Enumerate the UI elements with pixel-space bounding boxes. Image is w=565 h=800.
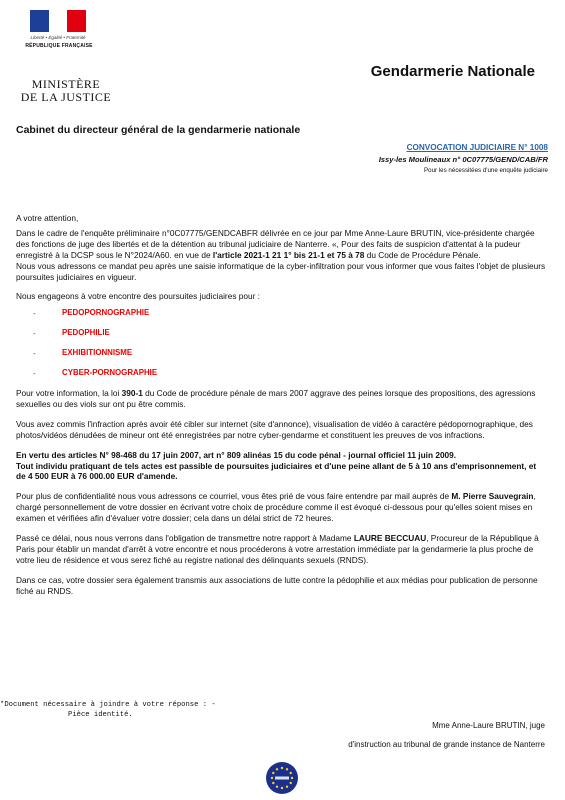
charge-dash: - <box>33 308 36 319</box>
charge-item <box>16 308 548 319</box>
republic-name: RÉPUBLIQUE FRANÇAISE <box>25 43 93 49</box>
signature-line-1: Mme Anne-Laure BRUTIN, juge <box>432 721 545 730</box>
eu-stars-icon <box>266 762 298 794</box>
note-line-2: Pièce identité. <box>68 711 133 719</box>
p7-prosecutor-name: LAURE BECCUAU <box>353 533 427 544</box>
charge-label: EXHIBITIONNISME <box>62 348 133 358</box>
p6-text: Pour plus de confidentialité nous vous adressons ce courriel, vous êtes prié de vous faire entendre par mail auprès de <box>16 491 452 502</box>
greeting: A votre attention, <box>16 213 79 223</box>
ministry-line-1: MINISTÈRE <box>31 77 101 91</box>
paragraph-mandate: Nous vous adressons ce mandat peu après une saisie informatique de la cyber-infiltration pour vous informer que vous faites l'objet de plusieurs poursuites judiciaires en vigueur. <box>16 260 546 282</box>
eu-stars-badge-icon <box>266 762 298 794</box>
signature-line-2: d'instruction au tribunal de grande instance de Nanterre <box>348 740 545 749</box>
charge-label: PEDOPORNOGRAPHIE <box>62 308 150 318</box>
charge-dash: - <box>33 348 36 359</box>
charge-dash: - <box>33 368 36 379</box>
letter-body <box>16 213 548 606</box>
p7-text-end: , Procureur de la République à Paris pour établir un mandat d'arrêt à votre encontre et nous procéderons à votre arrestation immédiate par la gendarmerie la plus proche de votre lieu de résidence et vous serez fiché au registre national des délinquants sexuels (RNDS). <box>16 533 539 565</box>
organisation-title: Gendarmerie Nationale <box>370 63 535 80</box>
paragraph-confidentiality <box>16 491 548 524</box>
convocation-subtitle: Pour les nécessitées d'une enquête judiciaire <box>424 167 548 174</box>
convocation-title: CONVOCATION JUDICIAIRE N° 1008 <box>406 143 548 152</box>
paragraph-investigation <box>16 228 548 261</box>
paragraph-articles: En vertu des articles N° 98-468 du 17 juin 2007, art n° 809 alinéas 15 du code pénal - journal officiel 11 juin 2009. <box>16 449 457 460</box>
paragraph-penalty: Tout individu pratiquant de tels actes est passible de poursuites judiciaires et d'une peine allant de 5 à 10 ans d'emprisonnement, et de 4 500 EUR à 76 000.00 EUR d'amende. <box>16 460 537 482</box>
paragraph-engagement: Nous engageons à votre encontre des poursuites judiciaires pour : <box>16 291 260 302</box>
paragraph-law <box>16 388 548 410</box>
paragraph-transmission: Dans ce cas, votre dossier sera également transmis aux associations de lutte contre la pédophilie et aux médias pour publication de personne fiché au RNDS. <box>16 574 538 596</box>
charges-list <box>16 308 548 379</box>
p1-text: Dans le cadre de l'enquête préliminaire n°0C07775/GENDCABFR délivrée en ce jour par Mme Anne-Laure BRUTIN, vice-présidente chargée des fonctions de juge des libertés et de la détention au tribunal judiciaire de Nanterre. «, Pour des faits de suspicion d'attentat à la pudeur enregistré à la DCSP sous le N°2024/A60. en vue de <box>16 227 535 260</box>
p1-articles: l'article 2021-1 21 1° bis 21-1 et 75 à 78 <box>212 249 365 260</box>
p3-text-end: du Code de procédure pénale de mars 2007 aggrave des peines lorsque des propositions, des agressions sexuelles ou des viols sur ont pu être commis. <box>16 387 536 409</box>
note-line-1: *Document nécessaire à joindre à votre réponse : - <box>0 701 216 709</box>
p1-text-end: du Code de Procédure Pénale. <box>364 249 481 260</box>
charge-dash: - <box>33 328 36 339</box>
paragraph-deadline <box>16 533 548 566</box>
french-flag-logo <box>30 10 86 32</box>
ministry-logo-text <box>16 78 116 104</box>
paragraph-infraction: Vous avez commis l'infraction après avoir été cibler sur internet (site d'annonce), visualisation de vidéo à caractère pédopornographique, des photos/vidéos dénudées de mineur ont été enregistrées par notre cyber-gendarme et constituent les preuves de vos infractions. <box>16 418 533 440</box>
charge-label: CYBER-PORNOGRAPHIE <box>62 368 158 378</box>
ministry-line-2: DE LA JUSTICE <box>20 90 112 104</box>
republic-motto: Liberté • Égalité • Fraternité <box>30 35 86 40</box>
charge-label: PEDOPHILIE <box>62 328 110 338</box>
convocation-reference: Issy-les Moulineaux n° 0C07775/GEND/CAB/FR <box>378 155 548 164</box>
p3-law-number: 390-1 <box>121 387 143 398</box>
charge-item <box>16 328 548 339</box>
p3-text: Pour votre information, la loi <box>16 387 122 398</box>
charge-item <box>16 368 548 379</box>
p6-officer-name: M. Pierre Sauvegrain <box>451 491 534 502</box>
charge-item <box>16 348 548 359</box>
required-document-note <box>0 700 216 720</box>
cabinet-title: Cabinet du directeur général de la gendarmerie nationale <box>16 124 301 136</box>
p6-text-end: , chargé personnellement de votre dossier en écrivant votre choix de procédure comme il est évoqué ci-dessous pour qu'elles soient mises en examen et vérifiées afin d'évaluer votre dossier; cela dans un délai strict de 72 heures. <box>16 491 536 524</box>
p7-text: Passé ce délai, nous nous verrons dans l'obligation de transmettre notre rapport à Madame <box>16 533 354 544</box>
